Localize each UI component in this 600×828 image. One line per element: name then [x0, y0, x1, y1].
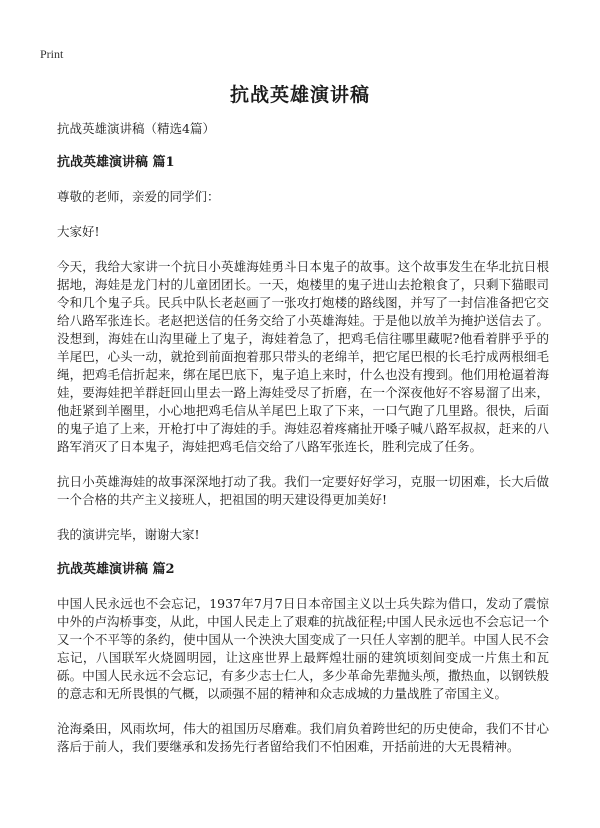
print-link[interactable]: Print	[40, 47, 64, 61]
paragraph-reflection: 抗日小英雄海娃的故事深深地打动了我。我们一定要好好学习，克服一切困难，长大后做一个合格的共产主义接班人，把祖国的明天建设得更加美好!	[57, 474, 549, 507]
paragraph-closing: 我的演讲完毕，谢谢大家!	[57, 527, 200, 542]
paragraph-history: 中国人民永远也不会忘记，1937年7月7日日本帝国主义以士兵失踪为借口，发动了震惊中外的卢沟桥事变，从此，中国人民走上了艰难的抗战征程;中国人民永远也不会忘记一个又一个不平等的条约，使中国从一个泱泱大国变成了一只任人宰割的肥羊。中国人民不会忘记，八国联军火烧圆明园，让这座世界上最辉煌壮丽的建筑顷刻间变成一片焦土和瓦砾。中国人民永远不会忘记，有多少志士仁人，多少革命先辈抛头颅，撒热血，以钢铁般的意志和无所畏惧的气概，以顽强不屈的精神和众志成城的力量战胜了帝国主义。	[57, 596, 549, 701]
document-subtitle: 抗战英雄演讲稿（精选4篇）	[57, 121, 215, 136]
paragraph-greeting: 尊敬的老师，亲爱的同学们：	[57, 189, 220, 204]
section-heading-2: 抗战英雄演讲稿 篇2	[57, 562, 175, 577]
page-title: 抗战英雄演讲稿	[229, 84, 370, 106]
paragraph-mission: 沧海桑田，风雨坎坷，伟大的祖国历尽磨难。我们肩负着跨世纪的历史使命，我们不甘心落后于前人，我们要继承和发扬先行者留给我们不怕困难，开括前进的大无畏精神。	[57, 721, 549, 754]
document-body	[57, 120, 549, 773]
paragraph-hello: 大家好!	[57, 224, 100, 239]
section-heading-1: 抗战英雄演讲稿 篇1	[57, 155, 175, 170]
paragraph-story: 今天，我给大家讲一个抗日小英雄海娃勇斗日本鬼子的故事。这个故事发生在华北抗日根据地，海娃是龙门村的儿童团团长。一天，炮楼里的鬼子进山去抢粮食了，只剩下猫眼司令和几个鬼子兵。民兵中队长老赵画了一张攻打炮楼的路线图，并写了一封信准备把它交给八路军张连长。老赵把送信的任务交给了小英雄海娃。于是他以放羊为掩护送信去了。没想到，海娃在山沟里碰上了鬼子，海娃着急了，把鸡毛信往哪里藏呢?他看着胖乎乎的羊尾巴，心头一动，就抢到前面抱着那只带头的老绵羊，把它尾巴根的长毛拧成两根细毛绳，把鸡毛信折起来，绑在尾巴底下，鬼子追上来时，什么也没有搜到。他们用枪逼着海娃，要海娃把羊群赶回山里去一路上海娃受尽了折磨，在一个深夜他好不容易溜了出来，他赶紧到羊圈里，小心地把鸡毛信从羊尾巴上取了下来，一口气跑了几里路。很快，后面的鬼子追了上来，开枪打中了海娃的手。海娃忍着疼痛扯开嗓子喊八路军叔叔，赶来的八路军消灭了日本鬼子，海娃把鸡毛信交给了八路军张连长，胜利完成了任务。	[57, 259, 549, 454]
